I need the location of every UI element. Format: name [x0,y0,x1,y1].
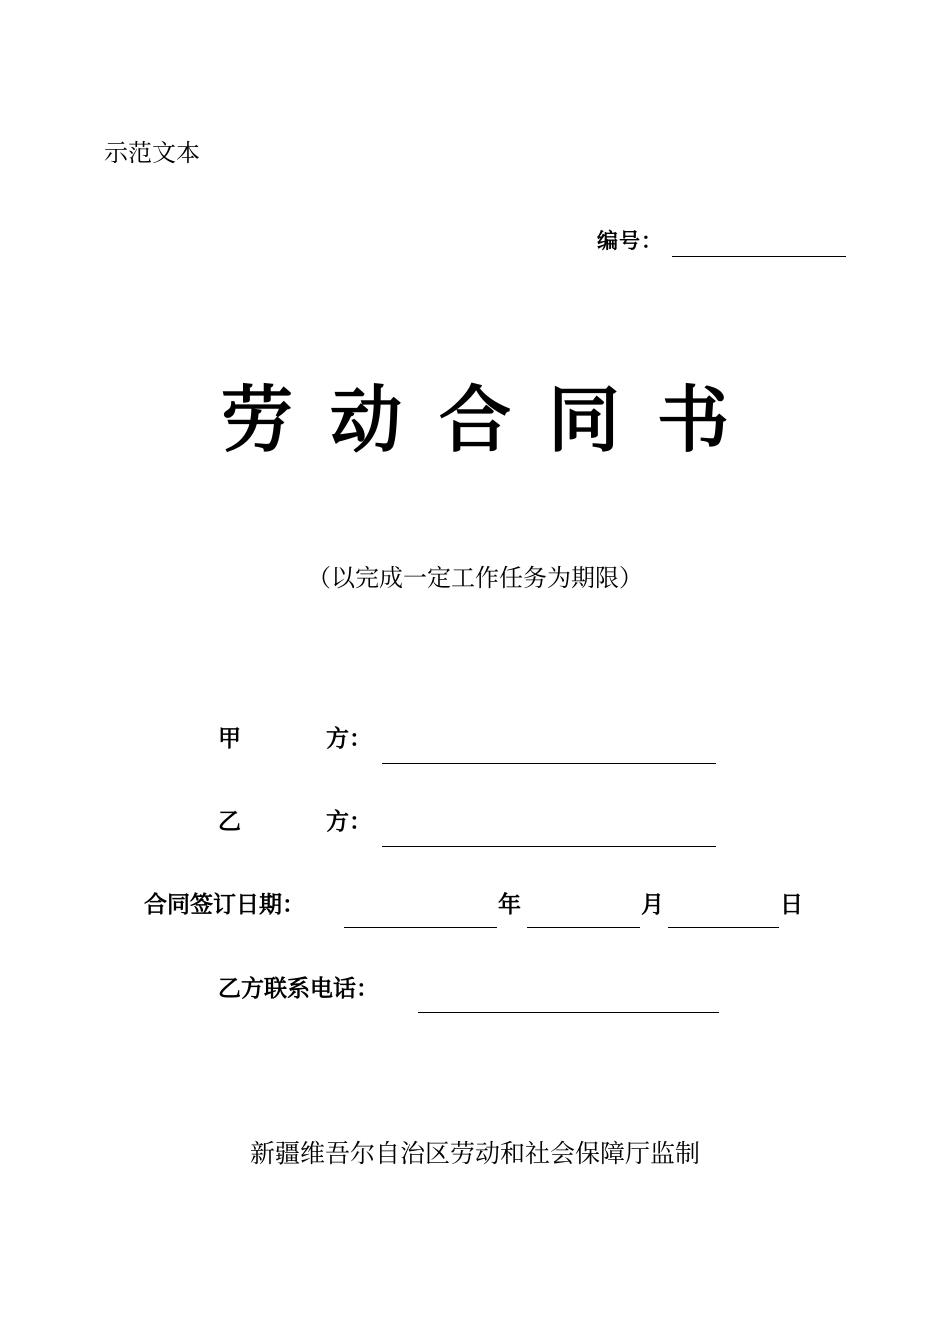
party-a-label-suffix: 方： [326,726,372,752]
party-b-label-char: 乙 [218,809,241,835]
sign-day-blank [668,927,779,928]
party-b-phone-blank [418,1012,719,1013]
document-title [0,374,950,466]
document-subtitle: （以完成一定工作任务为期限） [307,564,643,592]
party-b-phone-label: 乙方联系电话： [218,976,379,1002]
party-a-label-char: 甲 [218,726,241,752]
sign-month-blank [527,927,640,928]
sign-date-label: 合同签订日期： [144,892,305,918]
party-a-blank [382,763,716,764]
party-b-blank [382,846,716,847]
serial-number-label: 编号： [597,229,663,253]
title-char: 动 [330,378,403,462]
party-b-label-suffix: 方： [326,809,372,835]
sign-year-blank [344,927,497,928]
title-char: 书 [657,378,730,462]
year-label: 年 [498,892,521,918]
title-char: 同 [548,378,621,462]
supervisor-footer: 新疆维吾尔自治区劳动和社会保障厅监制 [249,1139,700,1168]
serial-number-blank [672,256,846,257]
day-label: 日 [780,892,803,918]
title-char: 劳 [221,378,294,462]
sample-text-label: 示范文本 [104,139,200,167]
title-char: 合 [439,378,512,462]
month-label: 月 [641,892,664,918]
